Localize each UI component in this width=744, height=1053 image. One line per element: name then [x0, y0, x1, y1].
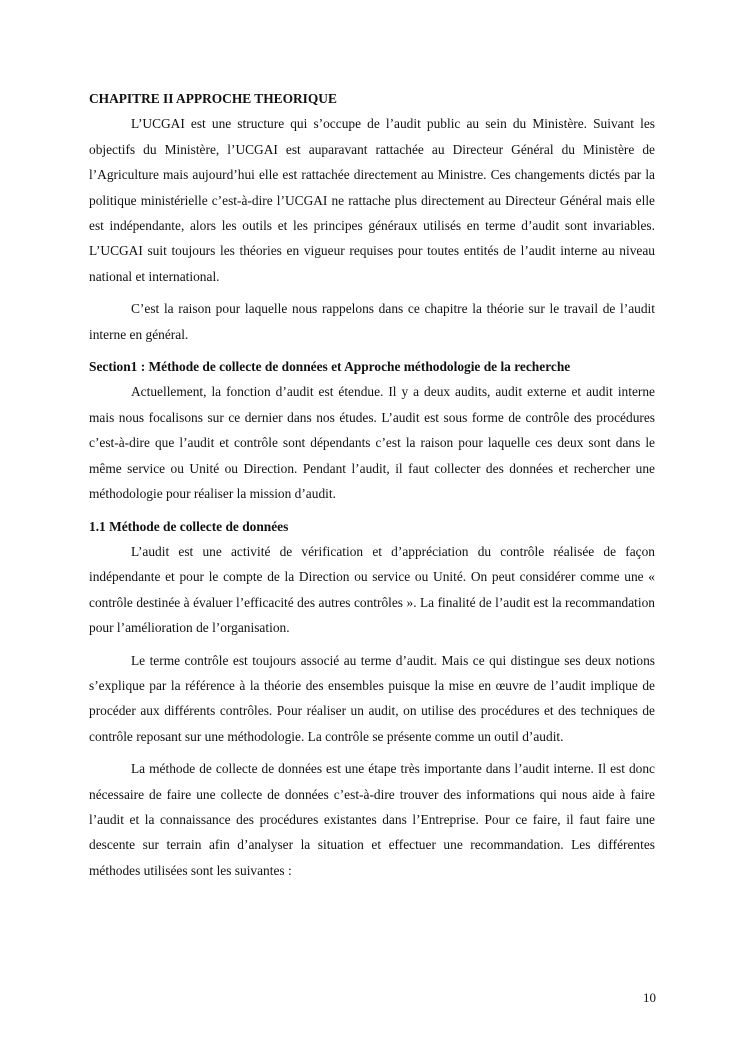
intro-paragraph-2: C’est la raison pour laquelle nous rappelons dans ce chapitre la théorie sur le travail de l’audit interne en général. [89, 301, 655, 342]
intro-paragraph-1: L’UCGAI est une structure qui s’occupe de l’audit public au sein du Ministère. Suivant les objectifs du Ministère, l’UCGAI est auparavant rattachée au Directeur Général du Ministère de l’Agriculture mais aujourd’hui elle est rattachée directement au Ministre. Ces changements dictés par la politique ministérielle c’est-à-dire l’UCGAI ne rattache plus directement au Directeur Général mais elle est indépendante, alors les outils et les principes généraux utilisés en terme d’audit sont invariables. L’UCGAI suit toujours les théories en vigueur requises pour toutes entités de l’audit interne au niveau national et international. [89, 116, 655, 284]
section1-title: Section1 : Méthode de collecte de données et Approche méthodologie de la recherche [89, 359, 571, 375]
subsection-title: 1.1 Méthode de collecte de données [89, 518, 289, 534]
subsection-paragraph-1: L’audit est une activité de vérification et d’appréciation du contrôle réalisée de façon indépendante et pour le compte de la Direction ou service ou Unité. On peut considérer comme une « contrôle destinée à évaluer l’efficacité des autres contrôles ». La finalité de l’audit est la recommandation pour l’amélioration de l’organisation. [89, 543, 655, 636]
subsection-paragraph-3: La méthode de collecte de données est une étape très importante dans l’audit interne. Il est donc nécessaire de faire une collecte de données c’est-à-dire trouver des informations qui nous aide à faire l’audit et la connaissance des procédures existantes dans l’Entreprise. Pour ce faire, il faut faire une descente sur terrain afin d’analyser la situation et effectuer une recommandation. Les différentes méthodes utilisées sont les suivantes : [89, 761, 655, 878]
document-page [89, 86, 655, 883]
section1-paragraph: Actuellement, la fonction d’audit est étendue. Il y a deux audits, audit externe et audit interne mais nous focalisons sur ce dernier dans nos études. L’audit est sous forme de contrôle des procédures c’est-à-dire que l’audit et contrôle sont dépendants c’est la raison pour laquelle ces deux sont dans le même service ou Unité ou Direction. Pendant l’audit, il faut collecter des données et rechercher une méthodologie pour réaliser la mission d’audit. [89, 384, 655, 502]
page-number: 10 [643, 990, 656, 1005]
chapter-title: CHAPITRE II APPROCHE THEORIQUE [89, 91, 337, 106]
subsection-paragraph-2: Le terme contrôle est toujours associé au terme d’audit. Mais ce qui distingue ses deux notions s’explique par la référence à la théorie des ensembles puisque la mise en œuvre de l’audit implique de procéder aux différents contrôles. Pour réaliser un audit, on utilise des procédures et des techniques de contrôle reposant sur une méthodologie. La contrôle se présente comme un outil d’audit. [89, 652, 655, 744]
